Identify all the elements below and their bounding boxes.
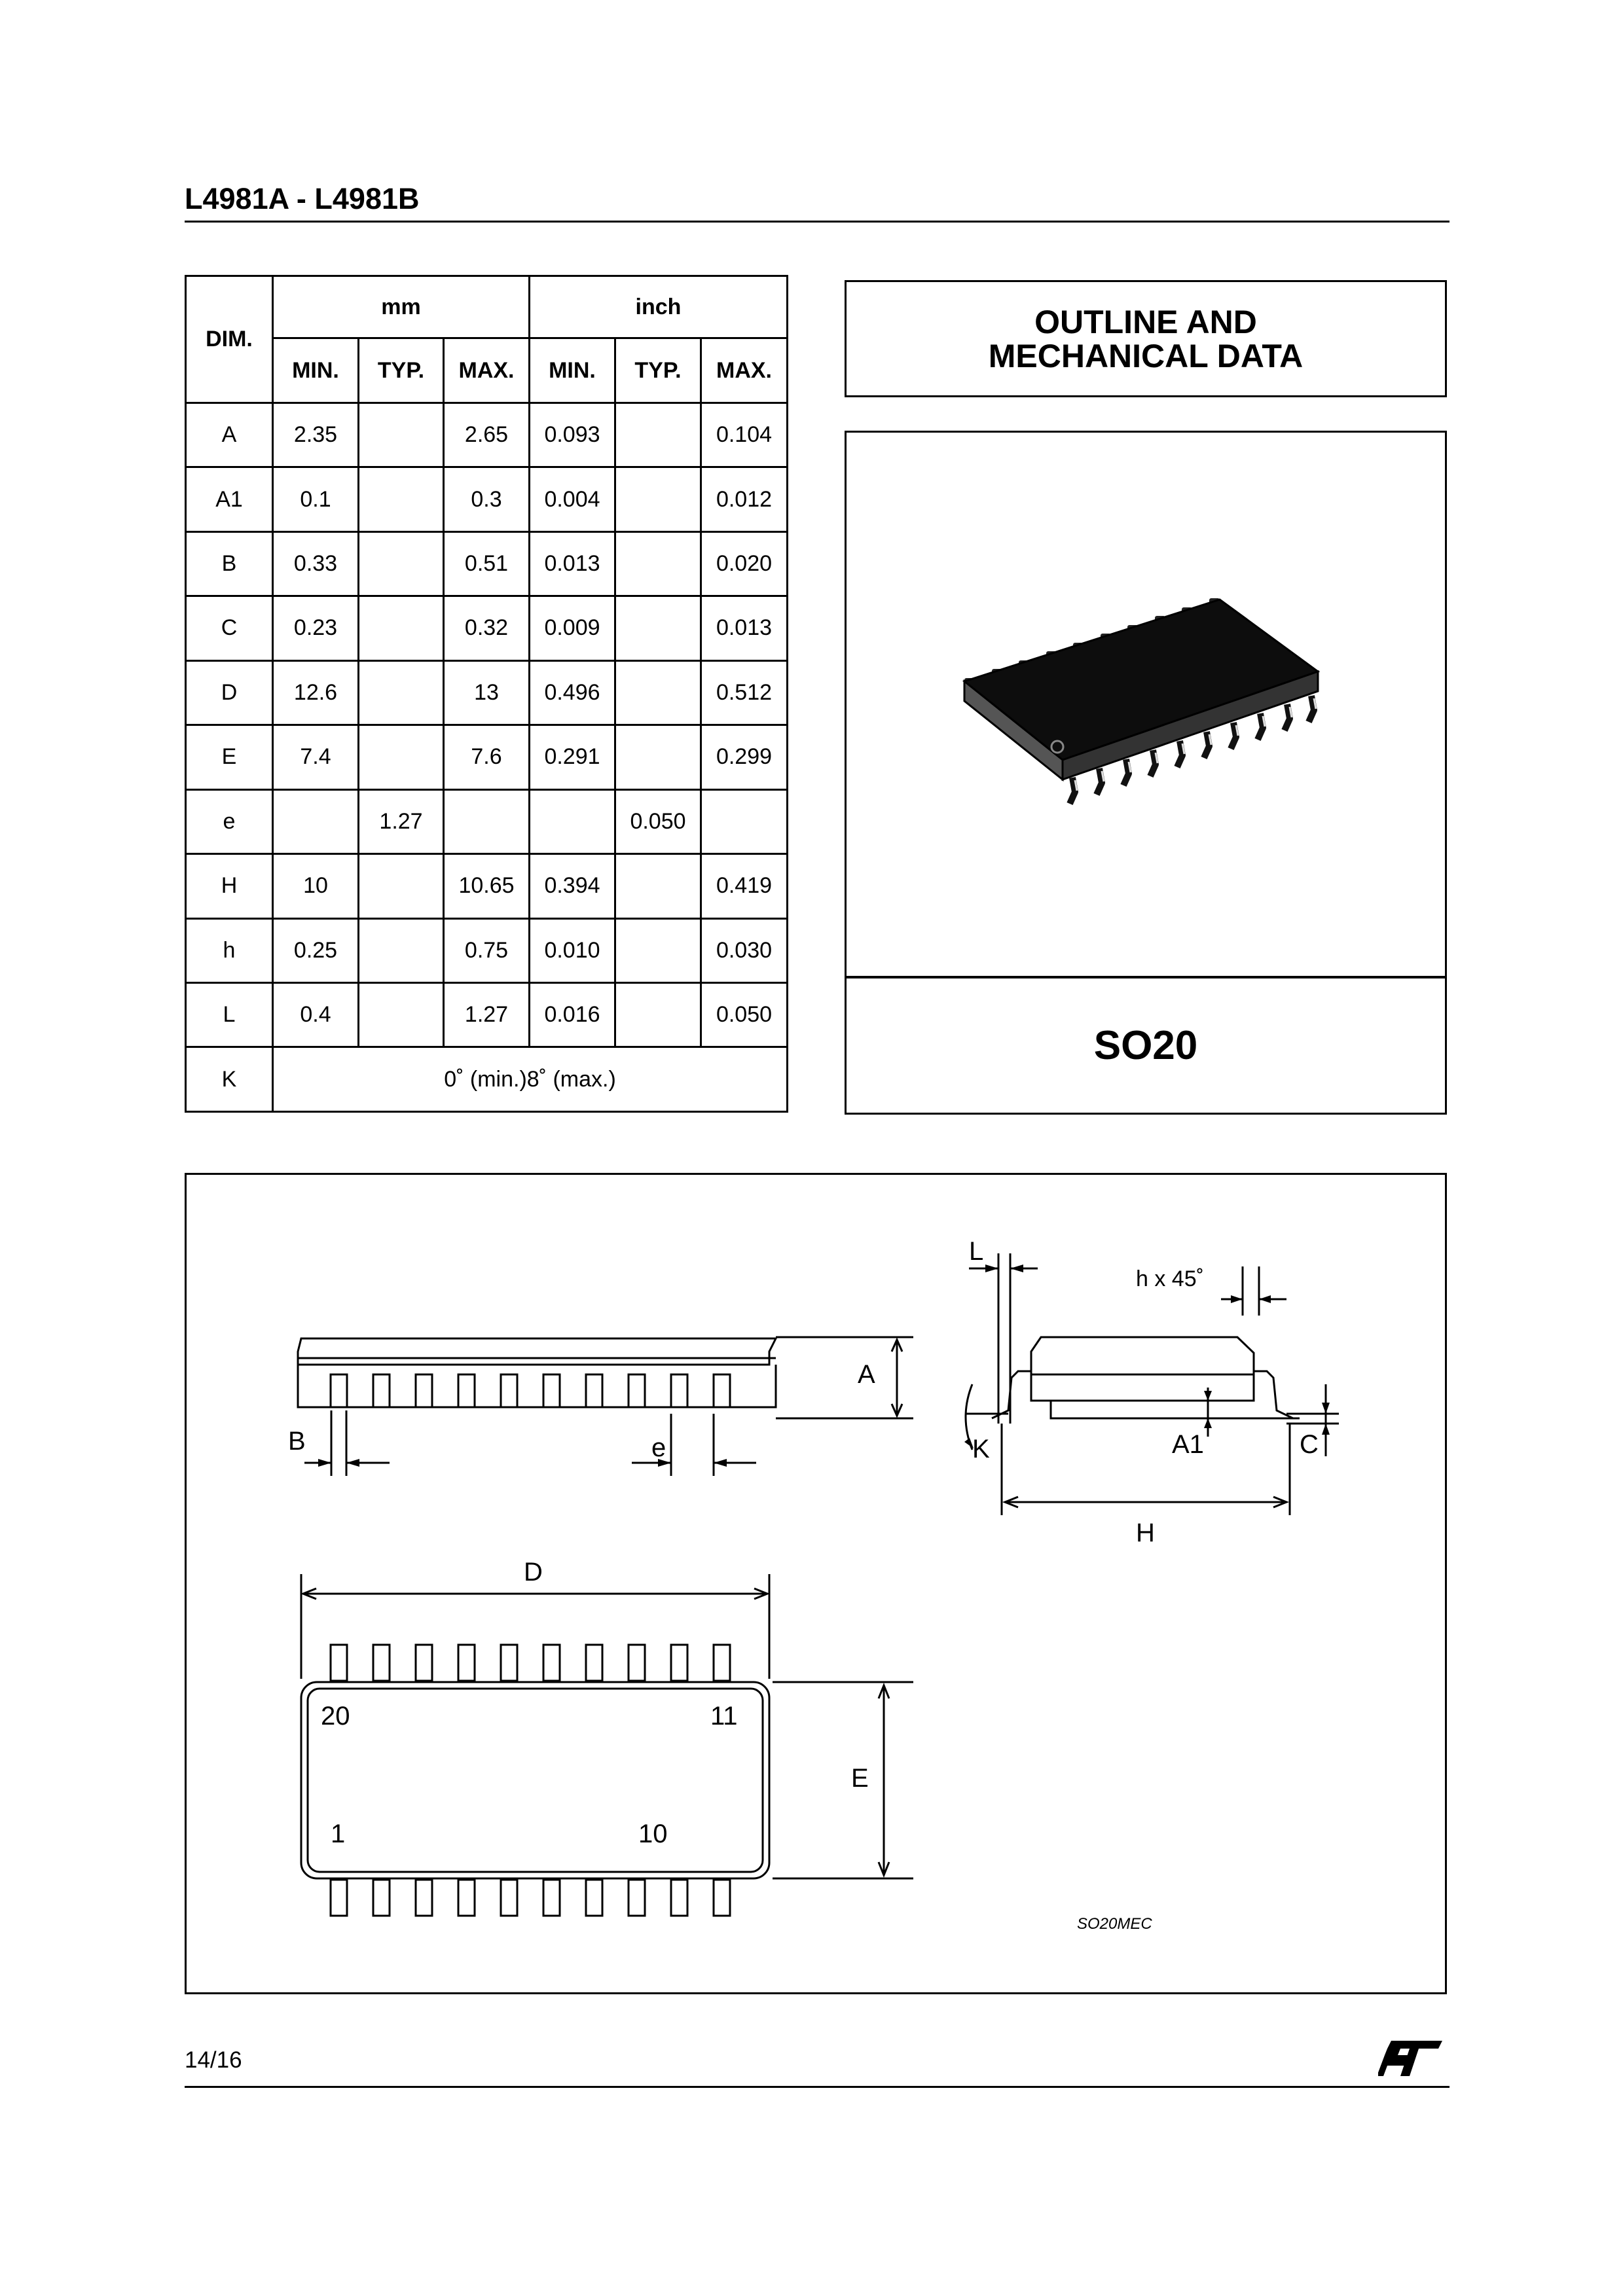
cell-in-min: 0.013: [530, 531, 615, 596]
label-pin-1: 1: [331, 1820, 346, 1848]
cell-dim: D: [186, 660, 273, 725]
cell-in-typ: [615, 660, 701, 725]
cell-mm-min: 7.4: [273, 725, 359, 789]
st-logo-icon: [1378, 2036, 1444, 2081]
outline-title-line2: MECHANICAL DATA: [988, 337, 1304, 374]
inch-group-header: inch: [530, 276, 788, 338]
cell-mm-max: 0.32: [444, 596, 530, 660]
table-row: [186, 854, 788, 918]
cell-mm-typ: [359, 982, 444, 1047]
label-e-pitch: e: [651, 1433, 666, 1462]
cell-mm-max: 0.3: [444, 467, 530, 531]
table-row: [186, 596, 788, 660]
table-row: [186, 660, 788, 725]
cell-mm-typ: [359, 596, 444, 660]
cell-in-min: 0.004: [530, 467, 615, 531]
cell-mm-max: 10.65: [444, 854, 530, 918]
cell-in-max: 0.419: [701, 854, 788, 918]
page-number: 14/16: [185, 2047, 242, 2073]
so20-package-3d-icon: [847, 433, 1445, 976]
cell-dim: h: [186, 918, 273, 982]
cell-mm-typ: [359, 467, 444, 531]
label-a: A: [858, 1360, 875, 1389]
cell-mm-min: 0.23: [273, 596, 359, 660]
label-pin-20: 20: [321, 1702, 350, 1731]
cell-in-typ: [615, 467, 701, 531]
cell-mm-typ: [359, 854, 444, 918]
col-header-mm-typ: TYP.: [359, 338, 444, 403]
cell-in-max: 0.104: [701, 403, 788, 467]
footer-rule: [185, 2086, 1450, 2088]
st-logo: [1378, 2036, 1444, 2081]
col-header-mm-max: MAX.: [444, 338, 530, 403]
cell-in-min: [530, 789, 615, 853]
cell-mm-min: 2.35: [273, 403, 359, 467]
cell-in-typ: [615, 725, 701, 789]
table-row-k: [186, 1047, 788, 1112]
mechanical-drawing: [187, 1175, 1445, 1992]
cell-in-max: 0.299: [701, 725, 788, 789]
side-view: [298, 1338, 776, 1407]
label-h45: h x 45˚: [1136, 1266, 1204, 1291]
cell-in-typ: [615, 918, 701, 982]
outline-title-box: [845, 280, 1447, 397]
dim-header: DIM.: [186, 276, 273, 403]
col-header-mm-min: MIN.: [273, 338, 359, 403]
cell-in-typ: 0.050: [615, 789, 701, 853]
cell-mm-max: [444, 789, 530, 853]
table-row: [186, 531, 788, 596]
cell-mm-typ: 1.27: [359, 789, 444, 853]
label-d: D: [524, 1558, 543, 1587]
cell-mm-min: 12.6: [273, 660, 359, 725]
cell-in-max: 0.050: [701, 982, 788, 1047]
cell-mm-typ: [359, 918, 444, 982]
label-k: K: [972, 1435, 990, 1463]
cell-in-min: 0.093: [530, 403, 615, 467]
package-name: SO20: [1093, 1023, 1198, 1068]
cell-mm-max: 0.51: [444, 531, 530, 596]
cell-mm-min: 0.4: [273, 982, 359, 1047]
table-row: [186, 982, 788, 1047]
label-h: H: [1136, 1518, 1155, 1547]
cell-in-max: 0.020: [701, 531, 788, 596]
cell-mm-min: [273, 789, 359, 853]
cell-mm-typ: [359, 531, 444, 596]
cell-k-value: 0˚ (min.)8˚ (max.): [273, 1047, 788, 1112]
cell-mm-min: 0.1: [273, 467, 359, 531]
cell-in-min: 0.291: [530, 725, 615, 789]
cell-in-max: 0.012: [701, 467, 788, 531]
mechanical-drawing-box: [185, 1173, 1447, 1994]
cross-section-view: [966, 1337, 1300, 1418]
cell-in-typ: [615, 982, 701, 1047]
cell-in-min: 0.496: [530, 660, 615, 725]
cell-in-max: 0.030: [701, 918, 788, 982]
label-c: C: [1300, 1430, 1319, 1459]
cell-mm-typ: [359, 660, 444, 725]
top-view: [301, 1645, 769, 1916]
table-row: [186, 725, 788, 789]
cell-in-min: 0.016: [530, 982, 615, 1047]
cell-mm-min: 10: [273, 854, 359, 918]
cell-dim: C: [186, 596, 273, 660]
cell-in-typ: [615, 854, 701, 918]
drawing-code: SO20MEC: [1077, 1915, 1152, 1933]
cell-mm-min: 0.25: [273, 918, 359, 982]
cell-mm-typ: [359, 725, 444, 789]
cell-dim: A1: [186, 467, 273, 531]
table-row: [186, 403, 788, 467]
label-a1: A1: [1172, 1430, 1204, 1459]
label-b: B: [288, 1427, 306, 1456]
cell-in-max: 0.013: [701, 596, 788, 660]
col-header-in-max: MAX.: [701, 338, 788, 403]
outline-title-line1: OUTLINE AND: [1034, 303, 1257, 340]
cell-in-typ: [615, 531, 701, 596]
table-row: [186, 918, 788, 982]
cell-in-typ: [615, 596, 701, 660]
cell-mm-max: 2.65: [444, 403, 530, 467]
label-e-width: E: [851, 1764, 869, 1793]
document-title: L4981A - L4981B: [185, 182, 420, 215]
col-header-in-typ: TYP.: [615, 338, 701, 403]
cell-mm-typ: [359, 403, 444, 467]
cell-dim: E: [186, 725, 273, 789]
cell-in-min: 0.010: [530, 918, 615, 982]
cell-mm-max: 13: [444, 660, 530, 725]
cell-dim: A: [186, 403, 273, 467]
header-rule: [185, 221, 1450, 223]
cell-in-max: [701, 789, 788, 853]
cell-mm-max: 1.27: [444, 982, 530, 1047]
cell-in-min: 0.394: [530, 854, 615, 918]
dimensions-table: [185, 275, 788, 1113]
cell-mm-min: 0.33: [273, 531, 359, 596]
cell-in-max: 0.512: [701, 660, 788, 725]
col-header-in-min: MIN.: [530, 338, 615, 403]
table-row: [186, 467, 788, 531]
label-pin-11: 11: [710, 1702, 738, 1731]
table-row: [186, 789, 788, 853]
cell-dim: K: [186, 1047, 273, 1112]
package-box: [845, 431, 1447, 1115]
label-pin-10: 10: [638, 1820, 668, 1848]
cell-in-typ: [615, 403, 701, 467]
mm-group-header: mm: [273, 276, 530, 338]
cell-mm-max: 0.75: [444, 918, 530, 982]
cell-mm-max: 7.6: [444, 725, 530, 789]
cell-dim: L: [186, 982, 273, 1047]
cell-in-min: 0.009: [530, 596, 615, 660]
cell-dim: e: [186, 789, 273, 853]
cell-dim: H: [186, 854, 273, 918]
cell-dim: B: [186, 531, 273, 596]
label-l: L: [969, 1237, 984, 1266]
